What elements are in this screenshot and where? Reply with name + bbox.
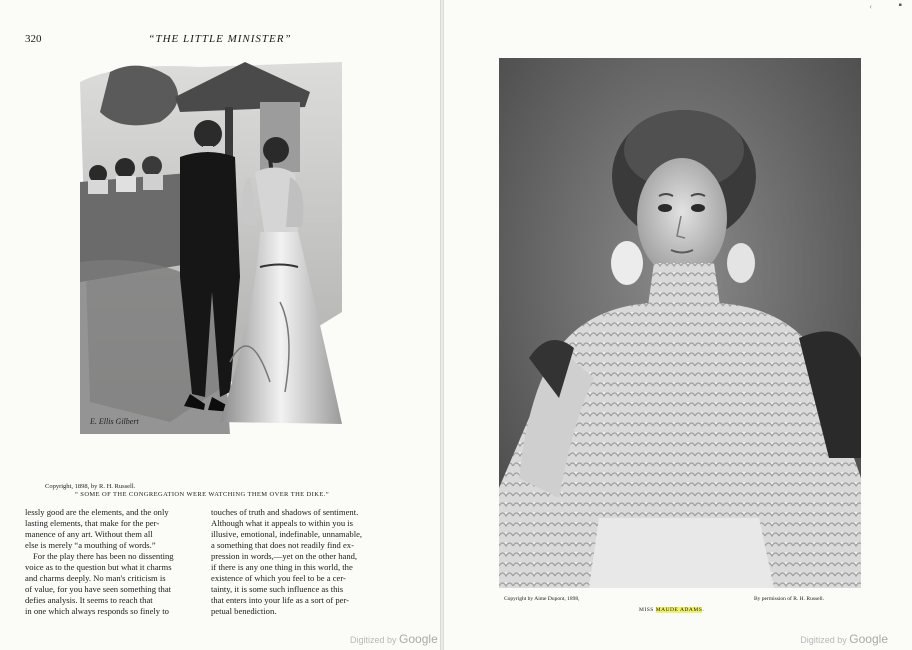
text-line: if there is any one thing in this world, the: [211, 562, 353, 572]
photo-credit-permission: By permission of R. H. Russell.: [754, 596, 824, 602]
portrait-caption: [639, 607, 704, 613]
text-line: tainty, it is some such influence as this: [211, 584, 344, 594]
watermark-prefix: Digitized by: [800, 635, 847, 645]
left-page: [0, 0, 440, 650]
caption-suffix: .: [702, 607, 705, 613]
text-line: For the play there has been no dissenting: [33, 551, 174, 561]
text-line: voice as to the question but what it charms: [25, 562, 172, 572]
caption-credit: Copyright, 1898, by R. H. Russell.: [45, 483, 136, 490]
text-line: pression in words,—yet on the other hand,: [211, 551, 358, 561]
text-line: lessly good are the elements, and the only: [25, 507, 169, 517]
right-page: [444, 0, 912, 650]
illustration-congregation: [80, 62, 342, 434]
text-line: existence of which you feel to be a cer-: [211, 573, 346, 583]
text-line: in one which always responds so finely to: [25, 606, 169, 616]
watermark-google: [800, 632, 888, 646]
text-line: defies analysis. It seems to reach that: [25, 595, 153, 605]
illustration-caption: “ SOME OF THE CONGREGATION WERE WATCHING THEM OVER THE DIKE.”: [75, 491, 329, 498]
text-line: illusive, emotional, indefinable, unnamable,: [211, 529, 363, 539]
text-line: touches of truth and shadows of sentiment.: [211, 507, 359, 517]
text-line: that enters into your life as a sort of per-: [211, 595, 349, 605]
photo-credit-copyright: Copyright by Aime Dupont, 1898,: [504, 596, 580, 602]
page-turn-icon[interactable]: ‹: [869, 2, 872, 11]
text-line: a something that does not readily find ex-: [211, 540, 354, 550]
google-logo: Google: [849, 632, 888, 646]
text-line: of value, for you have seen something that: [25, 584, 172, 594]
text-line: Although what it appeals to within you is: [211, 518, 354, 528]
portrait-photo-maude-adams: [499, 58, 861, 588]
text-line: manence of any art. Without them all: [25, 529, 153, 539]
google-logo: Google: [399, 632, 438, 646]
text-column-right: [211, 507, 384, 617]
corner-marker-icon: ▪: [898, 0, 902, 11]
text-line: and charms deeply. No man's criticism is: [25, 573, 166, 583]
caption-prefix: MISS: [639, 607, 656, 613]
text-line: lasting elements, that make for the per-: [25, 518, 160, 528]
text-column-left: [25, 507, 207, 617]
text-line: petual benediction.: [211, 606, 277, 616]
caption-name-highlighted: MAUDE ADAMS: [655, 607, 703, 613]
running-head: “THE LITTLE MINISTER”: [148, 33, 292, 45]
illustration-signature: E. Ellis Gilbert: [90, 417, 139, 426]
watermark-prefix: Digitized by: [350, 635, 397, 645]
watermark-google: [350, 632, 438, 646]
text-line: else is merely “a mouthing of words.”: [25, 540, 156, 550]
page-number: 320: [25, 33, 42, 45]
